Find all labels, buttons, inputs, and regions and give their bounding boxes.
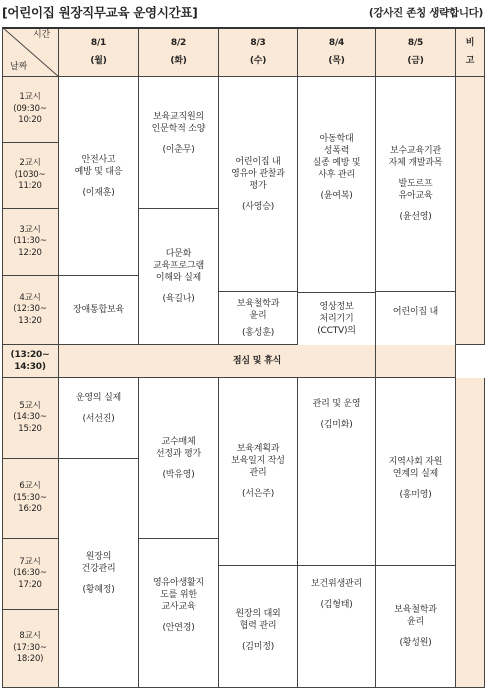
remarks-char: 비: [465, 37, 475, 48]
day-weekday: (금): [407, 55, 424, 66]
period-name: 5교시: [19, 400, 41, 411]
session-instructor: (윤여복): [320, 191, 353, 201]
session-title-line: 도를 위한: [160, 590, 197, 600]
period-time-start: (1030~: [14, 169, 46, 180]
session-8-1-period5: [59, 378, 139, 459]
session-title-line: 보수교육기관: [390, 146, 441, 156]
session-instructor: (이재훈): [82, 187, 115, 198]
period-8-cell: [2, 610, 59, 688]
lunch-time-start: (13:20~: [10, 350, 50, 360]
period-time-start: (16:30~: [13, 568, 47, 579]
day-header-8-2: [139, 27, 219, 77]
session-8-5-evening: [376, 566, 456, 688]
session-instructor: (이춘무): [162, 145, 195, 155]
session-title-line: 아동학대: [319, 134, 354, 144]
session-8-3-afternoon: [219, 378, 298, 566]
remarks-cell-afternoon: [456, 378, 485, 688]
session-title-line: (CCTV)의: [317, 326, 356, 336]
corner-time-label: 시간: [33, 30, 50, 40]
period-name: 3교시: [19, 224, 41, 235]
session-title-line: 유아교육: [398, 191, 433, 201]
period-time-start: (17:30~: [13, 642, 47, 653]
session-8-3-period4: [219, 292, 298, 345]
period-7-cell: [2, 539, 59, 610]
session-instructor: (서은주): [241, 489, 275, 499]
day-header-8-5: [376, 27, 456, 77]
day-date: 8/3: [250, 37, 266, 48]
period-time-start: (15:30~: [13, 492, 47, 503]
session-title-line: 안전사고: [81, 154, 116, 165]
session-8-1-morning: [59, 77, 139, 276]
timetable-grid: [2, 27, 485, 688]
session-instructor: (서선진): [82, 414, 115, 424]
session-8-5-afternoon: [376, 378, 456, 566]
session-title-line: 어린이집 내: [392, 307, 439, 317]
corner-header-cell: [2, 27, 59, 77]
period-name: 4교시: [19, 292, 41, 303]
session-title-line: 다문화: [165, 249, 192, 259]
session-title-line: 교사교육: [161, 602, 196, 612]
period-name: 1교시: [19, 92, 41, 103]
session-instructor: (사영승): [241, 201, 275, 212]
period-time-end: 18:20): [16, 654, 44, 665]
day-weekday: (월): [90, 55, 107, 66]
day-weekday: (화): [170, 55, 187, 66]
period-time-start: (14:30~: [13, 412, 47, 423]
period-name: 8교시: [19, 631, 41, 642]
period-time-start: (11:30~: [13, 236, 47, 247]
session-8-4-afternoon: [298, 378, 376, 566]
day-date: 8/1: [90, 37, 107, 48]
session-instructor: (김미화): [320, 420, 353, 430]
session-title-line: 원장의: [85, 551, 112, 562]
session-title-line: 연계의 실제: [392, 469, 439, 479]
session-title-line: 처리기기: [319, 314, 354, 324]
session-title-line: 평가: [249, 180, 267, 191]
day-header-8-1: [59, 27, 139, 77]
session-title-line: 보건위생관리: [311, 579, 362, 589]
period-time-end: 17:20: [18, 579, 42, 590]
session-8-4-evening: [298, 566, 376, 688]
day-weekday: (수): [249, 55, 267, 66]
day-header-8-4: [298, 27, 376, 77]
lunch-time-end: 14:30): [14, 362, 46, 372]
period-time-end: 15:20: [18, 423, 42, 434]
session-8-4-morning: [298, 77, 376, 293]
session-title-line: 보육일지 작성: [231, 456, 285, 466]
session-title-line: 보육철학과: [394, 605, 437, 615]
session-title-line: 사후 관리: [318, 170, 355, 180]
session-8-2-morning: [139, 77, 219, 209]
session-instructor: (황성원): [399, 638, 432, 648]
session-title-line: 인문학적 소양: [151, 124, 206, 134]
session-title-line: 교육프로그램: [153, 261, 204, 271]
period-1-cell: [2, 77, 59, 143]
session-instructor: (육길나): [162, 294, 195, 304]
honorific-note: (강사진 존칭 생략합니다): [368, 7, 483, 19]
session-8-2-late-morning: [139, 209, 219, 345]
period-3-cell: [2, 209, 59, 276]
period-6-cell: [2, 459, 59, 539]
period-time-start: (12:30~: [13, 304, 47, 315]
period-name: 6교시: [19, 481, 41, 492]
session-title-line: 보육철학과: [236, 298, 280, 309]
period-time-end: 12:20: [18, 247, 42, 258]
period-name: 2교시: [19, 158, 41, 169]
session-8-4-period4: [298, 293, 376, 378]
session-instructor: (김미정): [241, 642, 275, 652]
period-2-cell: [2, 143, 59, 209]
period-name: 7교시: [19, 556, 41, 567]
session-title-line: 성폭력: [323, 146, 350, 156]
period-5-cell: [2, 378, 59, 459]
session-title-line: 협력 관리: [239, 621, 277, 631]
session-title-line: 관리: [249, 468, 267, 478]
session-title-line: 원장의 대외: [235, 609, 281, 619]
session-title-line: 교수매체: [161, 436, 196, 447]
session-title-line: 보육교직원의: [153, 112, 204, 122]
session-title-line: 장애통합보육: [73, 305, 124, 315]
session-title-line: 영유아 관찰과: [231, 168, 285, 179]
day-date: 8/5: [407, 37, 424, 48]
session-8-2-afternoon: [139, 378, 219, 539]
session-title-line: 윤리: [407, 617, 424, 627]
remarks-char: 고: [465, 55, 475, 66]
session-title-line: 이해와 실제: [155, 273, 202, 283]
period-time-end: 11:20: [18, 181, 42, 192]
remarks-header: [456, 27, 485, 77]
lunch-time-cell: [2, 345, 59, 378]
session-instructor: (윤선영): [399, 212, 432, 222]
session-8-3-morning: [219, 77, 298, 292]
session-8-1-afternoon: [59, 459, 139, 688]
remarks-cell-morning: [456, 77, 485, 345]
session-8-5-period4: [376, 292, 456, 378]
period-4-cell: [2, 276, 59, 345]
session-8-2-evening: [139, 539, 219, 688]
session-title-line: 운영의 실제: [75, 393, 122, 403]
day-weekday: (목): [328, 55, 345, 66]
lunch-label: 점심 및 휴식: [232, 356, 282, 366]
session-title-line: 영상정보: [319, 302, 354, 312]
session-title-line: 실종 예방 및: [312, 158, 361, 168]
period-time-end: 10:20: [18, 115, 42, 126]
session-title-line: 관리 및 운영: [312, 399, 361, 409]
period-time-end: 16:20: [18, 504, 42, 515]
period-time-end: 13:20: [18, 315, 42, 326]
session-title-line: 보육계획과: [236, 444, 280, 454]
session-title-line: 윤리: [249, 310, 267, 321]
session-title-line: 건강관리: [81, 563, 116, 574]
corner-date-label: 날짜: [10, 62, 27, 72]
session-title-line: 지역사회 자원: [388, 457, 443, 467]
period-time-start: (09:30~: [13, 103, 47, 114]
session-title-line: 어린이집 내: [235, 156, 281, 167]
session-8-3-evening: [219, 566, 298, 688]
page-title: [어린이집 원장직무교육 운영시간표]: [2, 5, 198, 20]
day-date: 8/2: [170, 37, 187, 48]
session-instructor: (박유영): [162, 469, 195, 480]
session-instructor: (황혜정): [82, 584, 115, 595]
session-title-line: 예방 및 대응: [74, 166, 123, 177]
session-instructor: (김형태): [320, 600, 353, 610]
session-title-line: 발도르프: [398, 179, 433, 189]
session-8-5-morning: [376, 77, 456, 292]
session-instructor: (홍성훈): [241, 327, 275, 338]
session-instructor: (안연경): [162, 623, 195, 633]
session-instructor: (홍미영): [399, 490, 432, 500]
session-8-1-period4: [59, 276, 139, 345]
day-date: 8/4: [328, 37, 345, 48]
session-title-line: 선정과 평가: [155, 448, 202, 459]
session-title-line: 자체 개발과목: [388, 158, 443, 168]
session-title-line: 영유아생활지: [153, 578, 204, 588]
day-header-8-3: [219, 27, 298, 77]
